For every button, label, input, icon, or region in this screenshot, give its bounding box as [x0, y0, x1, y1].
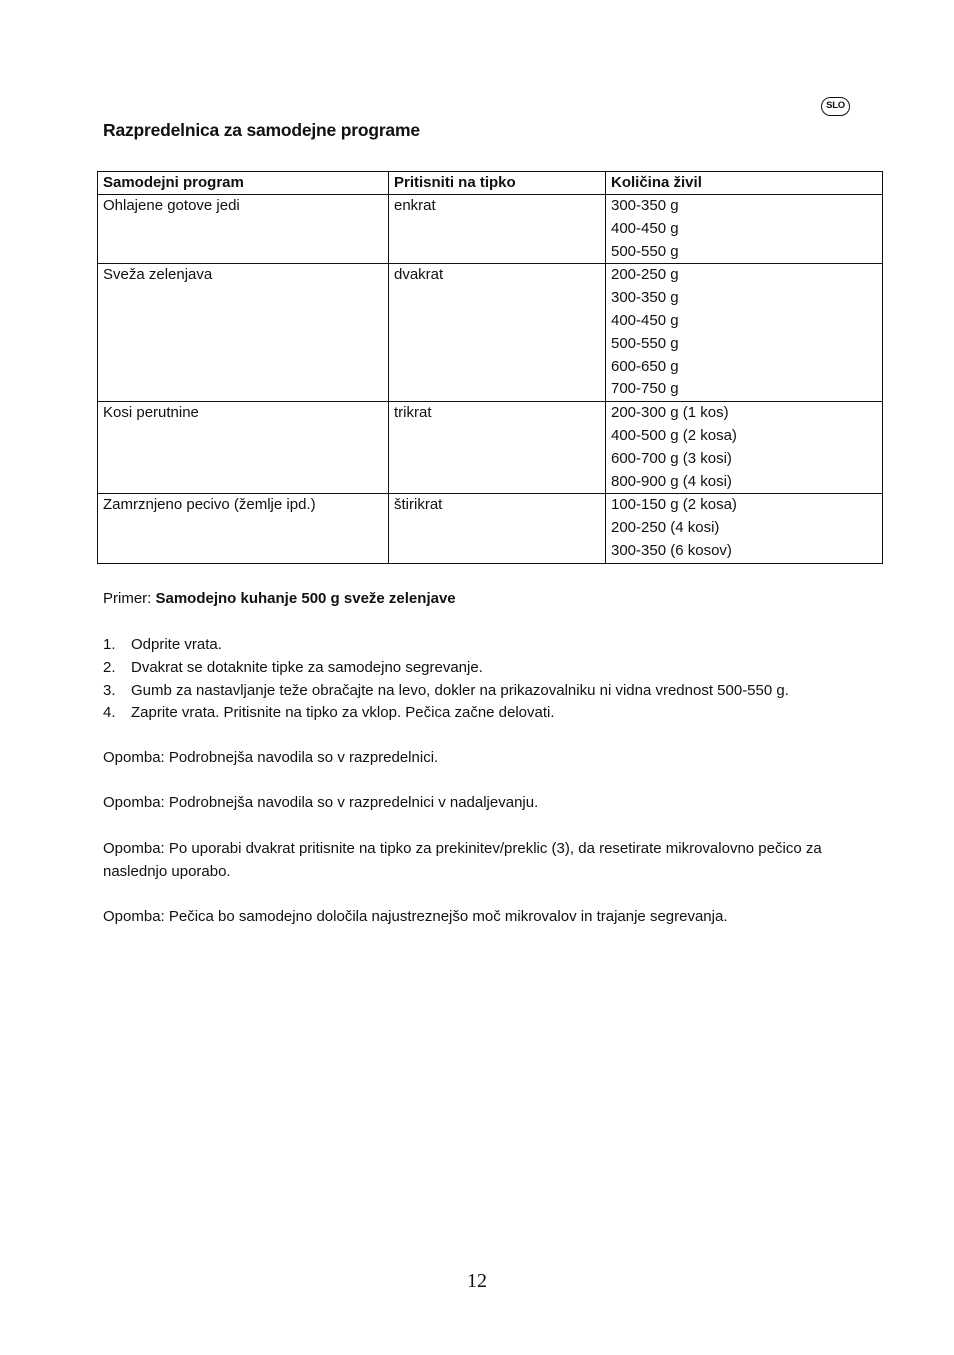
- table-row: [98, 264, 883, 402]
- step-text: Odprite vrata.: [131, 636, 222, 653]
- row-program: Ohlajene gotove jedi: [98, 195, 389, 264]
- quantity-item: 400-450 g: [611, 311, 679, 329]
- quantity-item: 200-250 (4 kosi): [611, 519, 720, 537]
- page-title: Razpredelnica za samodejne programe: [103, 120, 420, 140]
- row-quantities: [606, 264, 883, 402]
- step-number: 2.: [103, 658, 116, 676]
- list-item: [103, 657, 789, 680]
- quantity-item: 300-350 g: [611, 289, 679, 307]
- table-header-row: [98, 172, 883, 195]
- quantity-item: 600-700 g (3 kosi): [611, 449, 732, 467]
- quantity-item: 400-450 g: [611, 219, 679, 237]
- row-press: trikrat: [389, 402, 606, 494]
- language-badge: SLO: [821, 97, 850, 116]
- quantity-item: 400-500 g (2 kosa): [611, 426, 737, 444]
- row-program: Kosi perutnine: [98, 402, 389, 494]
- page-number: 12: [467, 1270, 487, 1292]
- row-quantities: [606, 402, 883, 494]
- example-prefix: Primer:: [103, 590, 156, 607]
- example-heading: [103, 590, 456, 607]
- quantity-item: 200-300 g (1 kos): [611, 404, 729, 422]
- note-1: Opomba: Podrobnejša navodila so v razpredelnici.: [103, 749, 439, 766]
- step-text: Zaprite vrata. Pritisnite na tipko za vklop. Pečica začne delovati.: [131, 704, 555, 722]
- row-program: Sveža zelenjava: [98, 264, 389, 402]
- header-program: Samodejni program: [98, 172, 389, 195]
- quantity-item: 300-350 (6 kosov): [611, 541, 732, 559]
- quantity-item: 500-550 g: [611, 242, 679, 260]
- quantity-item: 100-150 g (2 kosa): [611, 496, 737, 514]
- step-text: Dvakrat se dotaknite tipke za samodejno segrevanje.: [131, 658, 483, 676]
- note-4: Opomba: Pečica bo samodejno določila najustreznejšo moč mikrovalov in trajanje segrevanja.: [103, 908, 728, 925]
- quantity-item: 600-650 g: [611, 357, 679, 375]
- row-quantities: [606, 494, 883, 563]
- note-2: Opomba: Podrobnejša navodila so v razpredelnici v nadaljevanju.: [103, 794, 539, 811]
- table-row: [98, 402, 883, 494]
- header-quantity: Količina živil: [606, 172, 883, 195]
- quantity-item: 200-250 g: [611, 266, 679, 284]
- list-item: [103, 634, 789, 657]
- step-number: 3.: [103, 681, 116, 699]
- table-row: [98, 195, 883, 264]
- row-press: dvakrat: [389, 264, 606, 402]
- quantity-item: 300-350 g: [611, 197, 679, 214]
- list-item: [103, 680, 789, 703]
- steps-list: [103, 634, 789, 725]
- table-row: [98, 494, 883, 563]
- quantity-item: 500-550 g: [611, 334, 679, 352]
- quantity-item: 800-900 g (4 kosi): [611, 472, 732, 490]
- step-number: 4.: [103, 704, 116, 722]
- auto-program-table: [97, 171, 883, 564]
- row-press: štirikrat: [389, 494, 606, 563]
- row-quantities: [606, 195, 883, 264]
- quantity-item: 700-750 g: [611, 380, 679, 398]
- note-3: Opomba: Po uporabi dvakrat pritisnite na tipko za prekinitev/preklic (3), da resetirate mikrovalovno pečico za naslednjo uporabo.: [103, 840, 822, 880]
- header-press: Pritisniti na tipko: [389, 172, 606, 195]
- row-program: Zamrznjeno pecivo (žemlje ipd.): [98, 494, 389, 563]
- step-text: Gumb za nastavljanje teže obračajte na levo, dokler na prikazovalniku ni vidna vrednost 500-550 g.: [131, 681, 789, 699]
- example-title: Samodejno kuhanje 500 g sveže zelenjave: [155, 590, 456, 607]
- step-number: 1.: [103, 636, 116, 653]
- list-item: [103, 702, 789, 725]
- row-press: enkrat: [389, 195, 606, 264]
